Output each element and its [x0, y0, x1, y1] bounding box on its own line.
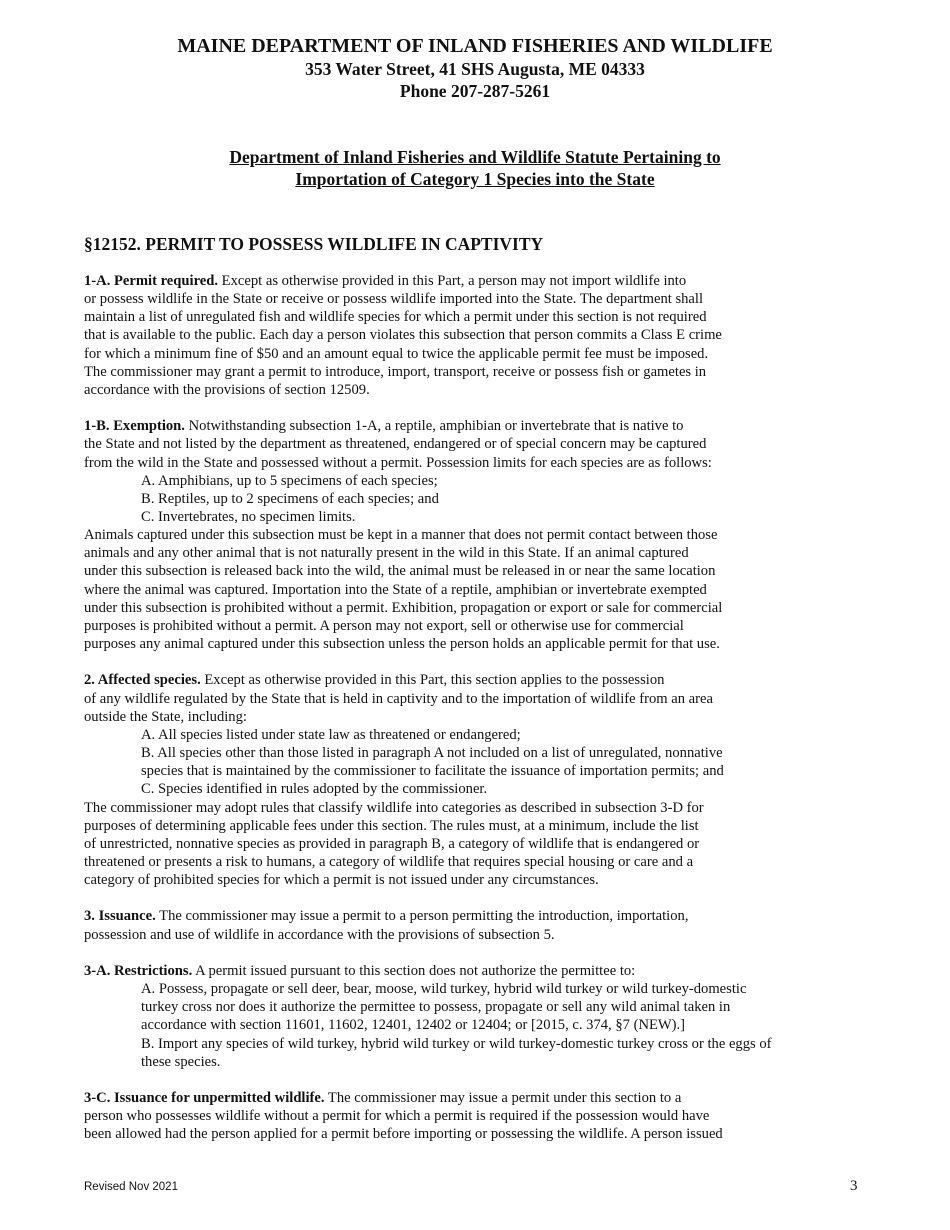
text-line: of unrestricted, nonnative species as provided in paragraph B, a category of wildlife that is endangered or — [84, 835, 700, 852]
text-line: The commissioner may grant a permit to introduce, import, transport, receive or possess fish or gametes in — [84, 363, 707, 380]
list-item: species that is maintained by the commissioner to facilitate the issuance of importation permits; and — [141, 763, 724, 780]
letterhead — [0, 34, 950, 102]
list-item: accordance with section 11601, 11602, 12401, 12402 or 12404; or [2015, c. 374, §7 (NEW).] — [141, 1017, 686, 1034]
subsection-number: 3 — [84, 908, 92, 925]
subsection-number: 3-A — [84, 962, 107, 979]
list-item: A. Amphibians, up to 5 specimens of each species; — [141, 472, 438, 489]
text-line: been allowed had the person applied for a permit before importing or possessing the wildlife. A person issued — [84, 1126, 723, 1143]
text-line: outside the State, including: — [84, 708, 247, 725]
text-line: purposes is prohibited without a permit. A person may not export, sell or otherwise use for commercial — [84, 617, 684, 634]
subsection-3 — [84, 907, 864, 943]
subsection-1b-line: 1-B. Exemption. Notwithstanding subsection 1-A, a reptile, amphibian or invertebrate that is native to — [84, 418, 684, 435]
subsection-heading: Restrictions. — [114, 962, 193, 979]
subsection-number: 3-C — [84, 1089, 107, 1106]
text-line: person who possesses wildlife without a permit for which a permit is required if the possession would have — [84, 1108, 710, 1125]
list-item: B. All species other than those listed in paragraph A not included on a list of unregulated, nonnative — [141, 745, 723, 762]
text-line: accordance with the provisions of section 12509. — [84, 381, 370, 398]
org-name: MAINE DEPARTMENT OF INLAND FISHERIES AND WILDLIFE — [177, 35, 773, 57]
subsection-3a — [84, 962, 864, 1071]
text-line: under this subsection is released back into the wild, the animal must be released in or near the same location — [84, 563, 716, 580]
list-item: B. Import any species of wild turkey, hybrid wild turkey or wild turkey-domestic turkey cross or the eggs of — [141, 1035, 772, 1052]
text-line: threatened or presents a risk to humans, a category of wildlife that requires special housing or care and a — [84, 853, 694, 870]
text-line: purposes any animal captured under this subsection unless the person holds an applicable permit for that use. — [84, 636, 720, 653]
text-line: that is available to the public. Each day a person violates this subsection that person commits a Class E crime — [84, 327, 722, 344]
text-line: for which a minimum fine of $50 and an amount equal to twice the applicable permit fee must be imposed. — [84, 345, 709, 362]
text-line: maintain a list of unregulated fish and wildlife species for which a permit under this section is not required — [84, 309, 707, 326]
list-item: A. Possess, propagate or sell deer, bear, moose, wild turkey, hybrid wild turkey or wild turkey-domestic — [141, 981, 747, 998]
text-line: under this subsection is prohibited without a permit. Exhibition, propagation or export or sale for commercial — [84, 599, 723, 616]
list-item: these species. — [141, 1053, 221, 1070]
text-line: animals and any other animal that is not naturally present in the wild in this State. If an animal captured — [84, 545, 689, 562]
text-line: purposes of determining applicable fees under this section. The rules must, at a minimum, include the list — [84, 817, 699, 834]
page-number: 3 — [850, 1178, 858, 1194]
org-phone: Phone 207-287-5261 — [399, 81, 551, 101]
list-item: C. Invertebrates, no specimen limits. — [141, 509, 356, 526]
subsection-3-line: 3. Issuance. The commissioner may issue a permit to a person permitting the introduction, importation, — [84, 908, 689, 925]
subsection-number: 1-B — [84, 418, 106, 435]
list-item: C. Species identified in rules adopted by the commissioner. — [141, 781, 488, 798]
text-line: where the animal was captured. Importation into the State of a reptile, amphibian or invertebrate exempted — [84, 581, 707, 598]
revision-note: Revised Nov 2021 — [84, 1181, 178, 1193]
subsection-1b — [84, 417, 864, 653]
subsection-heading: Issuance. — [98, 908, 156, 925]
text-line: Animals captured under this subsection must be kept in a manner that does not permit contact between those — [84, 527, 718, 544]
subsection-heading: Exemption. — [113, 418, 185, 435]
section-title: §12152. PERMIT TO POSSESS WILDLIFE IN CAPTIVITY — [84, 234, 544, 254]
subtitle-line-2: Importation of Category 1 Species into the State — [295, 169, 655, 189]
statute-body — [84, 272, 864, 1143]
subsection-number: 1-A — [84, 273, 107, 289]
subsection-1a — [84, 272, 864, 399]
document-subtitle — [0, 146, 950, 190]
subtitle-line-1: Department of Inland Fisheries and Wildlife Statute Pertaining to — [229, 147, 721, 167]
subsection-heading: Permit required. — [114, 273, 219, 289]
list-item: B. Reptiles, up to 2 specimens of each species; and — [141, 490, 439, 507]
subsection-2 — [84, 671, 864, 889]
text-line: the State and not listed by the department as threatened, endangered or of special concern may be captured — [84, 436, 707, 453]
text-line: of any wildlife regulated by the State that is held in captivity and to the importation of wildlife from an area — [84, 690, 713, 707]
subsection-3a-line: 3-A. Restrictions. A permit issued pursuant to this section does not authorize the permittee to: — [84, 962, 636, 979]
text-line: from the wild in the State and possessed without a permit. Possession limits for each species are as follows: — [84, 454, 712, 471]
text-line: or possess wildlife in the State or receive or possess wildlife imported into the State. The department shall — [84, 291, 704, 308]
subsection-heading: Affected species. — [97, 672, 201, 689]
subsection-1a-line: 1-A. Permit required. Except as otherwise provided in this Part, a person may not import wildlife into — [84, 273, 687, 289]
text-line: possession and use of wildlife in accordance with the provisions of subsection 5. — [84, 926, 555, 943]
subsection-heading: Issuance for unpermitted wildlife. — [114, 1089, 325, 1106]
subsection-3c — [84, 1089, 864, 1143]
list-item: turkey cross nor does it authorize the permittee to possess, propagate or sell any wild animal taken in — [141, 999, 731, 1016]
text-line: category of prohibited species for which a permit is not issued under any circumstances. — [84, 872, 599, 889]
org-address: 353 Water Street, 41 SHS Augusta, ME 04333 — [305, 59, 645, 79]
subsection-number: 2 — [84, 672, 92, 689]
subsection-3c-line: 3-C. Issuance for unpermitted wildlife. The commissioner may issue a permit under this section to a — [84, 1089, 682, 1106]
list-item: A. All species listed under state law as threatened or endangered; — [141, 726, 521, 743]
text-line: The commissioner may adopt rules that classify wildlife into categories as described in subsection 3-D for — [84, 799, 704, 816]
subsection-2-line: 2. Affected species. Except as otherwise provided in this Part, this section applies to the possession — [84, 672, 665, 689]
